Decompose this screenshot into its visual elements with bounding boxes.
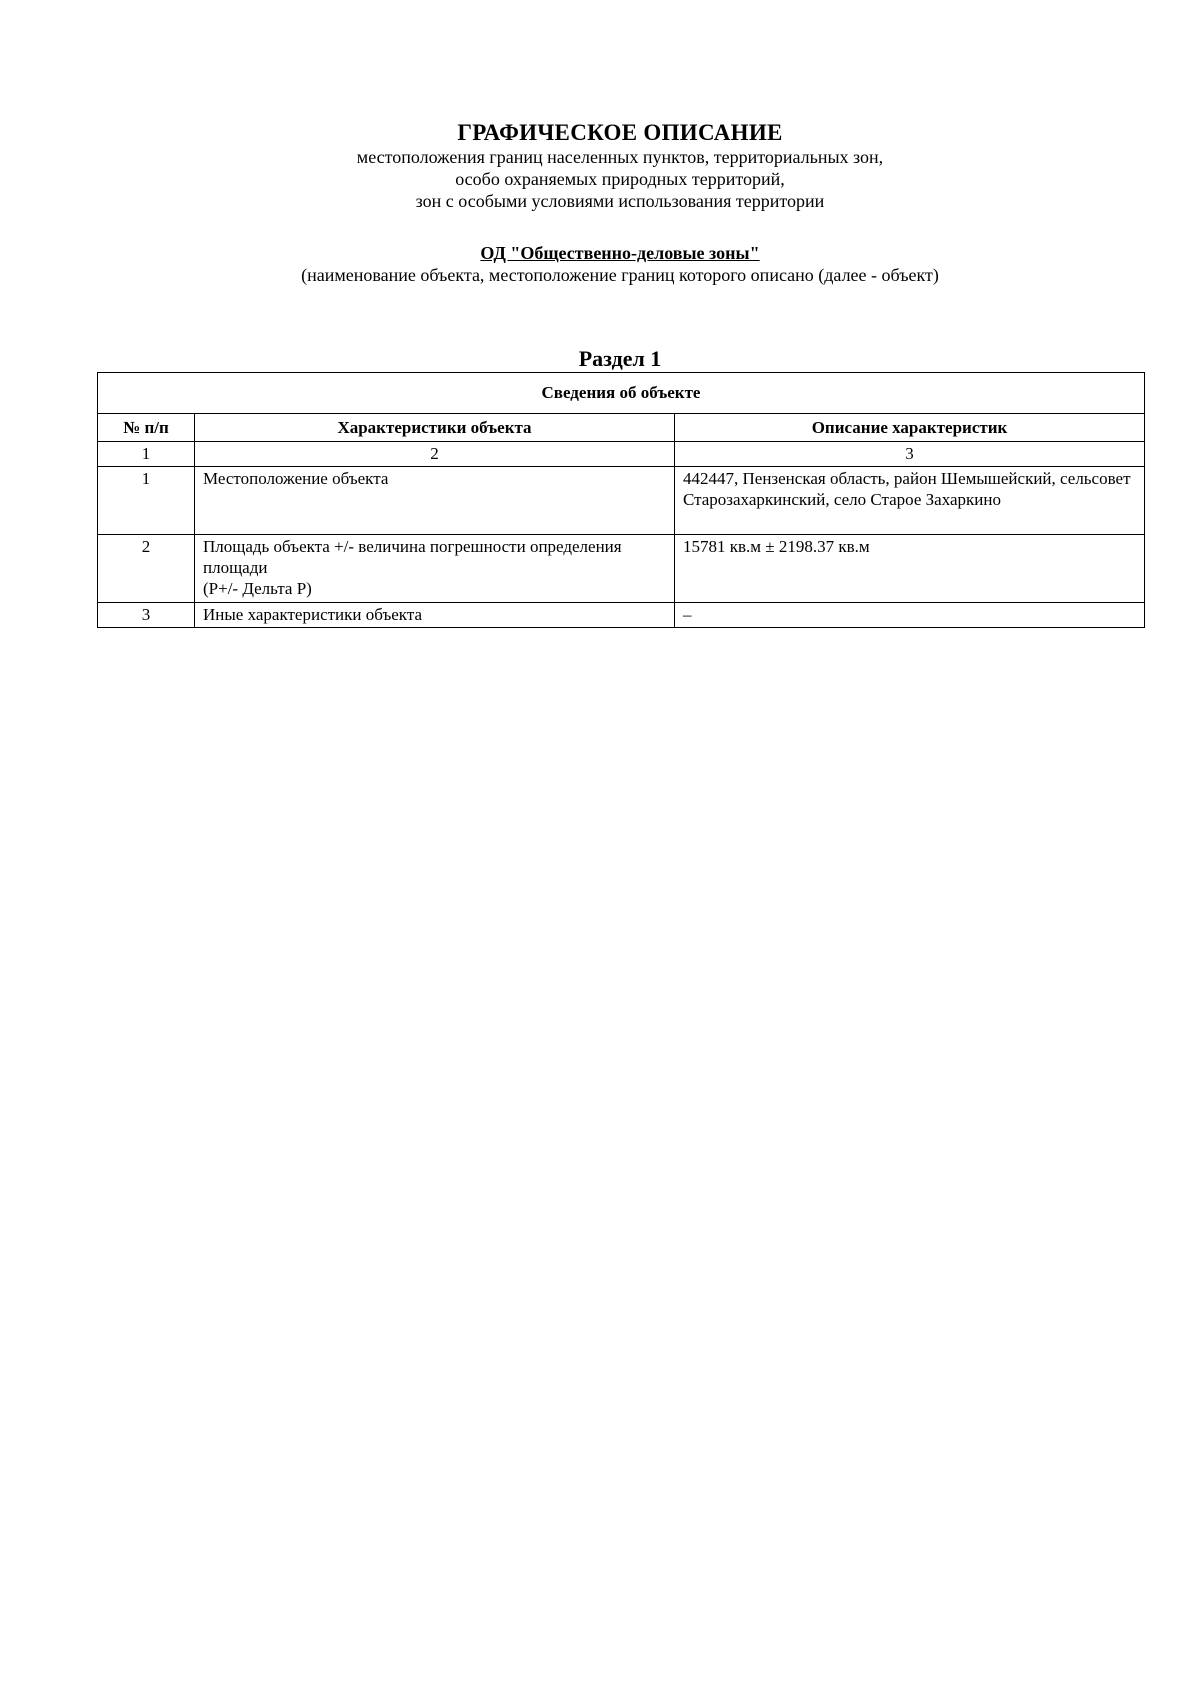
object-info-table (97, 372, 1145, 628)
column-header-description: Описание характеристик (675, 414, 1145, 442)
section-title: Раздел 1 (578, 346, 662, 371)
column-header-characteristic: Характеристики объекта (195, 414, 675, 442)
table-row (98, 467, 1145, 535)
row-characteristic: Площадь объекта +/- величина погрешности определения площади (Р+/- Дельта Р) (195, 535, 675, 603)
object-name-block (0, 242, 1200, 286)
subtitle-line-1: местоположения границ населенных пунктов, территориальных зон, (356, 147, 884, 167)
column-index-1: 1 (98, 442, 195, 467)
document-header (0, 120, 1200, 212)
row-characteristic: Иные характеристики объекта (195, 603, 675, 628)
object-name-caption: (наименование объекта, местоположение границ которого описано (далее - объект) (301, 265, 939, 285)
object-name: ОД "Общественно-деловые зоны" (480, 243, 760, 263)
table-row (98, 535, 1145, 603)
column-index-2: 2 (195, 442, 675, 467)
table-caption: Сведения об объекте (98, 373, 1145, 414)
row-number: 1 (98, 467, 195, 535)
row-description: 442447, Пензенская область, район Шемышейский, сельсовет Старозахаркинский, село Старое Захаркино (675, 467, 1145, 535)
row-number: 2 (98, 535, 195, 603)
table-header-row (98, 414, 1145, 442)
subtitle-line-2: особо охраняемых природных территорий, (455, 169, 785, 189)
row-description: – (675, 603, 1145, 628)
table-caption-row (98, 373, 1145, 414)
row-characteristic: Местоположение объекта (195, 467, 675, 535)
subtitle-line-3: зон с особыми условиями использования территории (415, 191, 825, 211)
table-index-row (98, 442, 1145, 467)
column-header-number: № п/п (98, 414, 195, 442)
row-number: 3 (98, 603, 195, 628)
column-index-3: 3 (675, 442, 1145, 467)
row-description: 15781 кв.м ± 2198.37 кв.м (675, 535, 1145, 603)
document-title: ГРАФИЧЕСКОЕ ОПИСАНИЕ (457, 120, 783, 145)
table-row (98, 603, 1145, 628)
